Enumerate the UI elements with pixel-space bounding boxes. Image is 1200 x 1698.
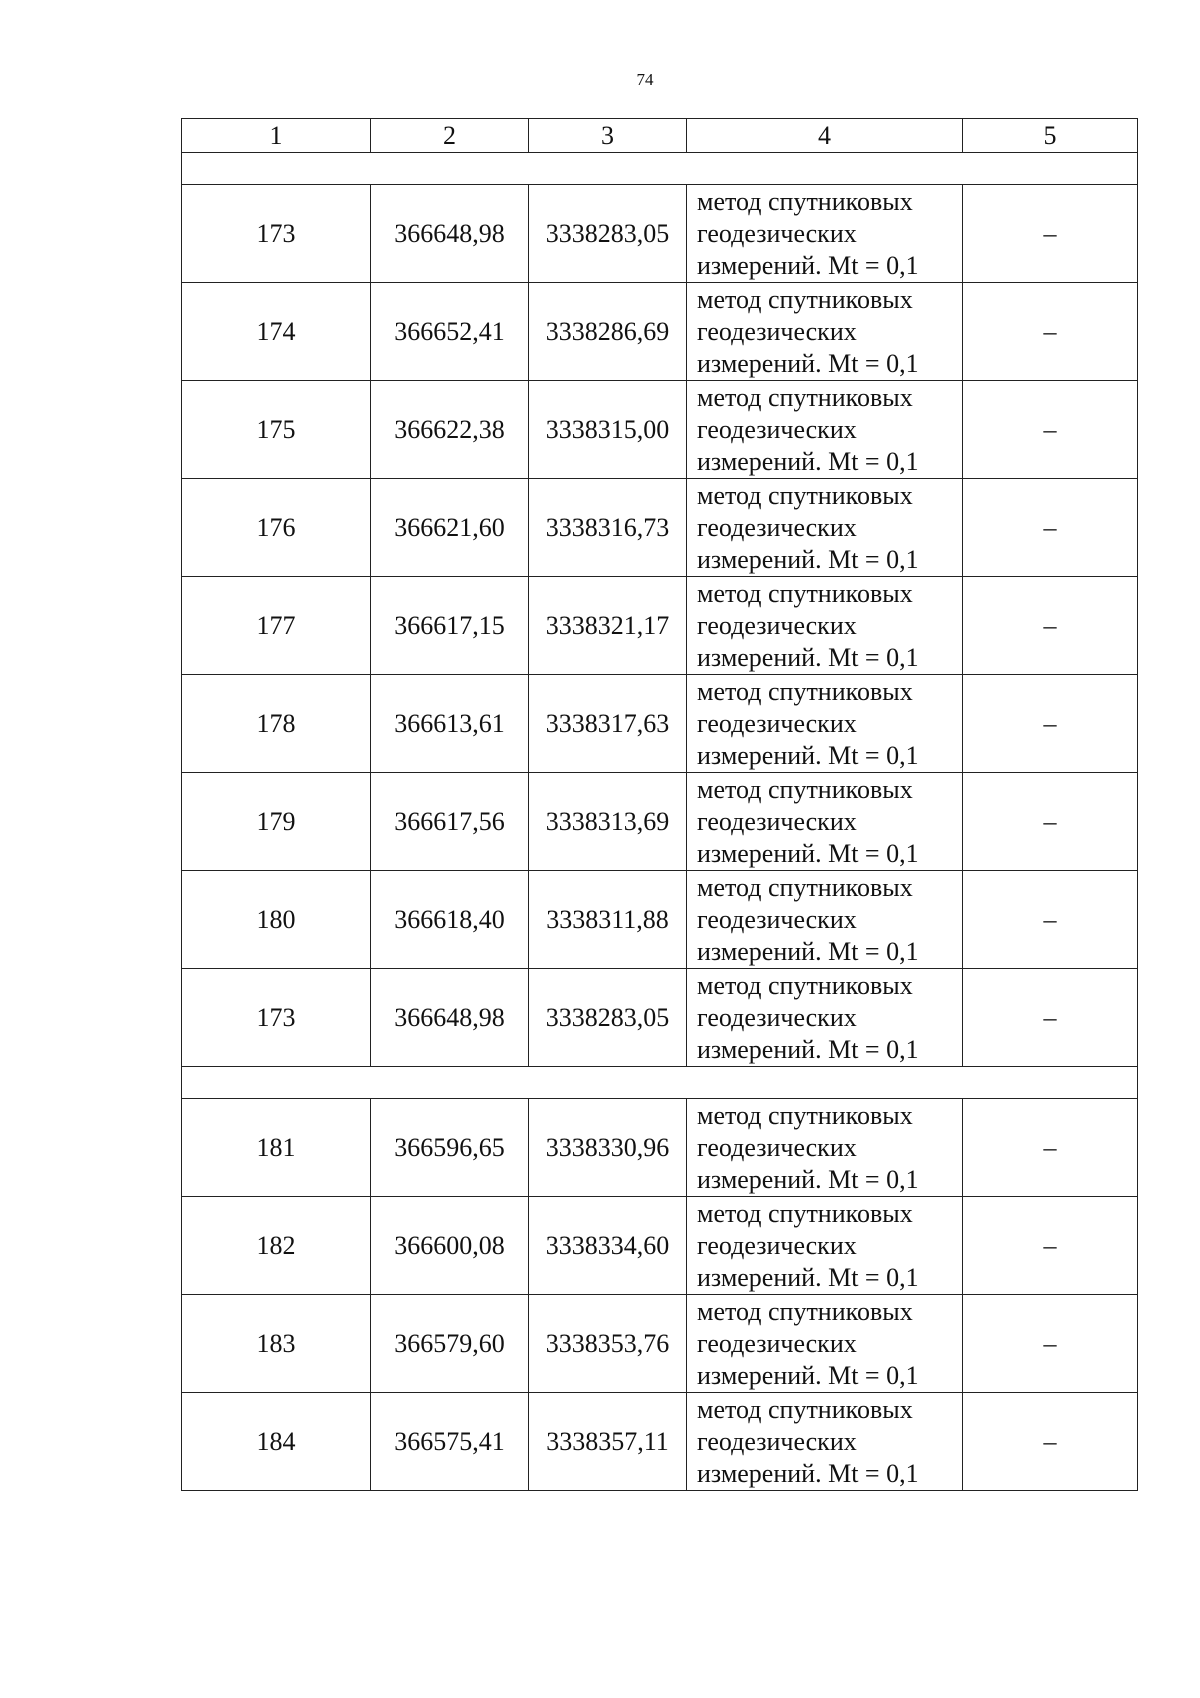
method-text-line: геодезических (697, 1132, 857, 1162)
method-text-line: измерений. Mt = 0,1 (697, 250, 919, 280)
y-coordinate-cell: 3338353,76 (529, 1295, 687, 1393)
note-cell: – (963, 381, 1138, 479)
table-body (182, 153, 1138, 1491)
table-row (182, 1295, 1138, 1393)
method-cell (687, 185, 963, 283)
note-cell: – (963, 283, 1138, 381)
x-coordinate-cell: 366579,60 (371, 1295, 529, 1393)
method-text-line: геодезических (697, 1002, 857, 1032)
method-text-line: измерений. Mt = 0,1 (697, 446, 919, 476)
method-text-line: метод спутниковых (697, 774, 913, 804)
table-row (182, 1393, 1138, 1491)
y-coordinate-cell: 3338283,05 (529, 185, 687, 283)
point-number-cell: 178 (182, 675, 371, 773)
x-coordinate-cell: 366613,61 (371, 675, 529, 773)
x-coordinate-cell: 366648,98 (371, 969, 529, 1067)
method-text-line: метод спутниковых (697, 872, 913, 902)
table-row (182, 479, 1138, 577)
point-number-cell: 175 (182, 381, 371, 479)
point-number-cell: 181 (182, 1099, 371, 1197)
table-row (182, 1197, 1138, 1295)
method-text-line: геодезических (697, 316, 857, 346)
note-cell: – (963, 479, 1138, 577)
y-coordinate-cell: 3338317,63 (529, 675, 687, 773)
method-text-line: геодезических (697, 414, 857, 444)
method-text-line: геодезических (697, 610, 857, 640)
method-text-line: метод спутниковых (697, 970, 913, 1000)
group-separator-cell (182, 1067, 1138, 1099)
table-header-row (182, 119, 1138, 153)
method-text-line: метод спутниковых (697, 676, 913, 706)
method-text-line: измерений. Mt = 0,1 (697, 1262, 919, 1292)
table-row (182, 675, 1138, 773)
table-row (182, 969, 1138, 1067)
note-cell: – (963, 871, 1138, 969)
note-cell: – (963, 577, 1138, 675)
y-coordinate-cell: 3338313,69 (529, 773, 687, 871)
method-text-line: измерений. Mt = 0,1 (697, 544, 919, 574)
note-cell: – (963, 1197, 1138, 1295)
x-coordinate-cell: 366652,41 (371, 283, 529, 381)
note-cell: – (963, 675, 1138, 773)
method-text-line: измерений. Mt = 0,1 (697, 1164, 919, 1194)
group-separator-cell (182, 153, 1138, 185)
x-coordinate-cell: 366600,08 (371, 1197, 529, 1295)
table-row (182, 381, 1138, 479)
y-coordinate-cell: 3338334,60 (529, 1197, 687, 1295)
table-row (182, 283, 1138, 381)
method-text-line: геодезических (697, 1328, 857, 1358)
x-coordinate-cell: 366617,56 (371, 773, 529, 871)
note-cell: – (963, 969, 1138, 1067)
method-cell (687, 1295, 963, 1393)
method-text-line: измерений. Mt = 0,1 (697, 838, 919, 868)
method-text-line: метод спутниковых (697, 1100, 913, 1130)
y-coordinate-cell: 3338357,11 (529, 1393, 687, 1491)
x-coordinate-cell: 366617,15 (371, 577, 529, 675)
method-cell (687, 871, 963, 969)
point-number-cell: 173 (182, 969, 371, 1067)
y-coordinate-cell: 3338283,05 (529, 969, 687, 1067)
point-number-cell: 173 (182, 185, 371, 283)
group-separator-row (182, 1067, 1138, 1099)
group-separator-row (182, 153, 1138, 185)
note-cell: – (963, 1295, 1138, 1393)
coordinates-table (181, 118, 1138, 1491)
method-text-line: геодезических (697, 708, 857, 738)
method-cell (687, 577, 963, 675)
column-header-5: 5 (963, 119, 1138, 153)
y-coordinate-cell: 3338286,69 (529, 283, 687, 381)
method-cell (687, 479, 963, 577)
method-cell (687, 1393, 963, 1491)
method-text-line: измерений. Mt = 0,1 (697, 348, 919, 378)
point-number-cell: 182 (182, 1197, 371, 1295)
note-cell: – (963, 1099, 1138, 1197)
method-text-line: метод спутниковых (697, 186, 913, 216)
table-row (182, 773, 1138, 871)
method-text-line: геодезических (697, 1426, 857, 1456)
method-text-line: измерений. Mt = 0,1 (697, 936, 919, 966)
point-number-cell: 184 (182, 1393, 371, 1491)
x-coordinate-cell: 366596,65 (371, 1099, 529, 1197)
method-cell (687, 283, 963, 381)
method-cell (687, 969, 963, 1067)
method-text-line: метод спутниковых (697, 382, 913, 412)
method-text-line: измерений. Mt = 0,1 (697, 642, 919, 672)
method-text-line: измерений. Mt = 0,1 (697, 740, 919, 770)
y-coordinate-cell: 3338316,73 (529, 479, 687, 577)
method-text-line: измерений. Mt = 0,1 (697, 1360, 919, 1390)
x-coordinate-cell: 366648,98 (371, 185, 529, 283)
method-text-line: метод спутниковых (697, 1198, 913, 1228)
method-text-line: метод спутниковых (697, 480, 913, 510)
table-row (182, 871, 1138, 969)
method-text-line: геодезических (697, 806, 857, 836)
x-coordinate-cell: 366618,40 (371, 871, 529, 969)
method-text-line: геодезических (697, 1230, 857, 1260)
table-row (182, 1099, 1138, 1197)
note-cell: – (963, 1393, 1138, 1491)
point-number-cell: 180 (182, 871, 371, 969)
method-text-line: метод спутниковых (697, 284, 913, 314)
y-coordinate-cell: 3338330,96 (529, 1099, 687, 1197)
table-row (182, 185, 1138, 283)
method-text-line: геодезических (697, 904, 857, 934)
point-number-cell: 183 (182, 1295, 371, 1393)
method-text-line: измерений. Mt = 0,1 (697, 1034, 919, 1064)
point-number-cell: 179 (182, 773, 371, 871)
method-text-line: метод спутниковых (697, 1394, 913, 1424)
y-coordinate-cell: 3338321,17 (529, 577, 687, 675)
column-header-4: 4 (687, 119, 963, 153)
x-coordinate-cell: 366575,41 (371, 1393, 529, 1491)
method-cell (687, 1197, 963, 1295)
method-cell (687, 675, 963, 773)
method-text-line: метод спутниковых (697, 1296, 913, 1326)
note-cell: – (963, 185, 1138, 283)
method-cell (687, 381, 963, 479)
method-text-line: геодезических (697, 218, 857, 248)
note-cell: – (963, 773, 1138, 871)
method-text-line: метод спутниковых (697, 578, 913, 608)
point-number-cell: 176 (182, 479, 371, 577)
method-text-line: измерений. Mt = 0,1 (697, 1458, 919, 1488)
table-row (182, 577, 1138, 675)
column-header-3: 3 (529, 119, 687, 153)
y-coordinate-cell: 3338315,00 (529, 381, 687, 479)
x-coordinate-cell: 366622,38 (371, 381, 529, 479)
point-number-cell: 174 (182, 283, 371, 381)
page-number: 74 (636, 70, 654, 89)
method-text-line: геодезических (697, 512, 857, 542)
x-coordinate-cell: 366621,60 (371, 479, 529, 577)
method-cell (687, 1099, 963, 1197)
point-number-cell: 177 (182, 577, 371, 675)
column-header-2: 2 (371, 119, 529, 153)
method-cell (687, 773, 963, 871)
y-coordinate-cell: 3338311,88 (529, 871, 687, 969)
column-header-1: 1 (182, 119, 371, 153)
